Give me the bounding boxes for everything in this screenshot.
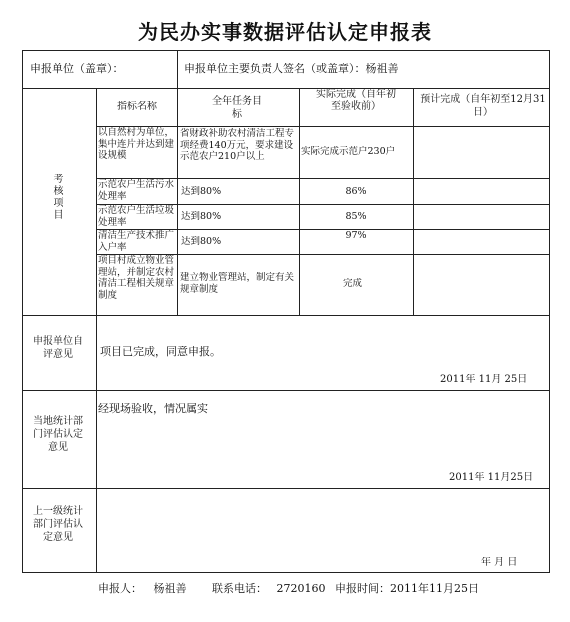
- footer-time: [335, 580, 479, 596]
- upper-eval-date: 年 月 日: [481, 557, 518, 568]
- section-label: 考核项目: [53, 174, 64, 221]
- rule: [22, 50, 23, 572]
- row-4-actual: 97%: [345, 230, 367, 241]
- self-eval-date: 2011年 11月 25日: [440, 374, 528, 385]
- rule: [549, 50, 550, 572]
- row-5-indicator: 项目村成立物业管理站，并制定农村清洁工程相关规章制度: [98, 255, 175, 301]
- row-3-target: 达到80%: [181, 211, 222, 222]
- rule: [22, 390, 550, 391]
- row-3-actual: 85%: [345, 211, 367, 222]
- row-4-target: 达到80%: [181, 236, 222, 247]
- rule: [177, 50, 178, 88]
- rule: [22, 50, 550, 51]
- col-indicator: 指标名称: [117, 101, 157, 112]
- row-2-target: 达到80%: [181, 186, 222, 197]
- report-time: 2011年11月25日: [390, 582, 479, 595]
- col-actual: 实际完成（自年初至验收前）: [316, 89, 396, 112]
- rule: [177, 88, 178, 315]
- rule: [22, 88, 550, 89]
- local-eval-label: 当地统计部门评估认定意见: [33, 416, 83, 453]
- leader-label: [184, 63, 544, 75]
- rule: [22, 572, 550, 573]
- unit-label: 申报单位（盖章）：: [30, 63, 124, 75]
- row-5-target: 建立物业管理站，制定有关规章制度: [180, 272, 295, 295]
- footer-reporter: [98, 580, 187, 596]
- row-2-actual: 86%: [345, 186, 367, 197]
- rule: [299, 88, 300, 315]
- rule: [22, 488, 550, 489]
- page-title: 为民办实事数据评估认定申报表: [138, 20, 432, 44]
- row-3-indicator: 示范农户生活垃圾处理率: [98, 205, 175, 228]
- rule: [22, 315, 550, 316]
- time-label: 申报时间：: [335, 582, 390, 595]
- self-eval-text: 项目已完成，同意申报。: [100, 346, 221, 358]
- rule: [96, 88, 97, 572]
- upper-eval-label: 上一级统计部门评估认定意见: [33, 506, 83, 543]
- col-annual-target: 全年任务目标: [212, 96, 262, 120]
- phone-label: 联系电话：: [212, 582, 267, 595]
- leader-label-text: 申报单位主要负责人签名（或盖章）：: [184, 63, 366, 75]
- leader-name: 杨祖善: [365, 63, 399, 75]
- row-1-target: 省财政补助农村清洁工程专项经费140万元，要求建设示范农户210户以上: [180, 128, 295, 162]
- row-1-actual: 实际完成示范户230户: [301, 146, 396, 157]
- row-5-actual: 完成: [343, 278, 363, 289]
- rule: [413, 88, 414, 315]
- local-eval-date: 2011年 11月25日: [449, 472, 534, 483]
- reporter-label: 申报人：: [98, 582, 142, 595]
- reporter-name: 杨祖善: [153, 582, 187, 595]
- self-eval-label: 申报单位自评意见: [33, 336, 83, 360]
- footer-phone: [212, 580, 326, 596]
- row-4-indicator: 清洁生产技术推广入户率: [98, 230, 175, 253]
- local-eval-text: 经现场验收，情况属实: [98, 403, 208, 415]
- row-1-indicator: 以自然村为单位，集中连片并达到建设规模: [98, 127, 175, 161]
- row-2-indicator: 示范农户生活污水处理率: [98, 179, 175, 202]
- col-expected: 预计完成（自年初至12月31日）: [420, 94, 546, 118]
- phone-number: 2720160: [276, 582, 326, 595]
